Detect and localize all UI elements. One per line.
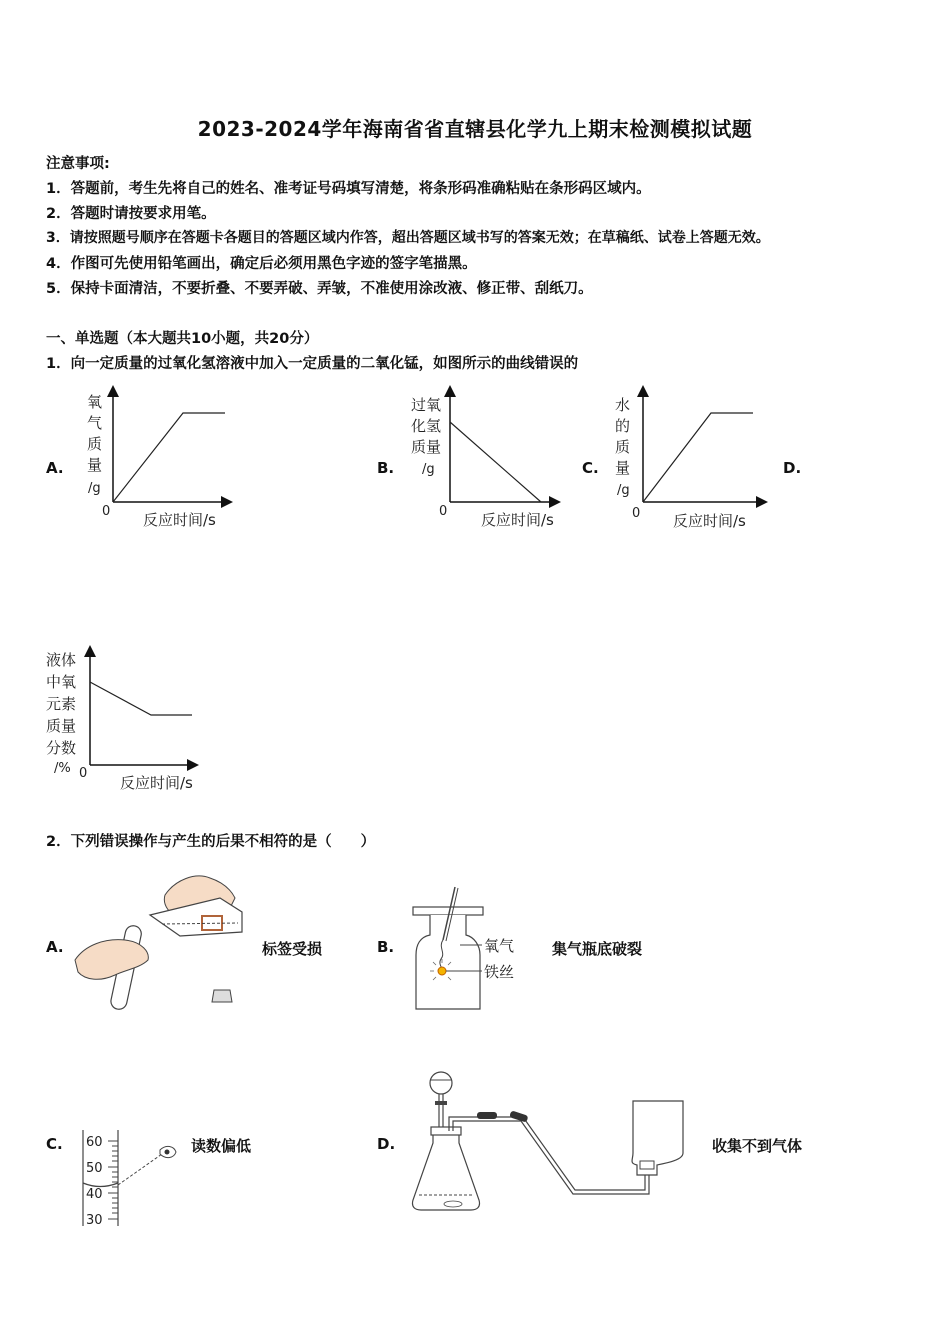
q2-option-c-result: 读数偏低 [191, 1137, 252, 1155]
graph-b-ylabel-1: 过氧 [411, 396, 442, 414]
notice-item-3: 3．请按照题号顺序在答题卡各题目的答题区域内作答，超出答题区域书写的答案无效；在草稿纸、试卷上答题无效。 [46, 230, 770, 246]
notice-heading: 注意事项: [46, 156, 110, 172]
notice-item-1: 1．答题前，考生先将自己的姓名、准考证号码填写清楚，将条形码准确粘贴在条形码区域内。 [46, 181, 651, 197]
graph-a [80, 380, 250, 535]
q2-stem: 2．下列错误操作与产生的后果不相符的是（ ） [46, 834, 376, 850]
graph-c-origin: 0 [632, 506, 641, 521]
graph-a-ylabel-5: /g [88, 481, 101, 496]
cylinder-mark-40: 40 [86, 1187, 103, 1202]
graduated-cylinder-illustration [78, 1128, 188, 1230]
graph-d-origin: 0 [79, 766, 88, 781]
graph-d-ylabel-3: 元素 [46, 695, 77, 713]
graph-b-ylabel-4: /g [422, 462, 435, 477]
graph-b-origin: 0 [439, 504, 448, 519]
graph-b-ylabel-3: 质量 [411, 438, 442, 456]
q2-option-a-result: 标签受损 [262, 940, 323, 958]
notice-item-4: 4．作图可先使用铅笔画出，确定后必须用黑色字迹的签字笔描黑。 [46, 256, 477, 272]
graph-c-ylabel-5: /g [617, 483, 630, 498]
cylinder-mark-60: 60 [86, 1135, 103, 1150]
q1-stem: 1．向一定质量的过氧化氢溶液中加入一定质量的二氧化锰，如图所示的曲线错误的 [46, 356, 579, 372]
notice-item-5: 5．保持卡面清洁，不要折叠、不要弄破、弄皱，不准使用涂改液、修正带、刮纸刀。 [46, 281, 593, 297]
page-title: 2023-2024学年海南省省直辖县化学九上期末检测模拟试题 [197, 117, 753, 141]
graph-b [408, 380, 578, 535]
q2-option-d-letter: D. [377, 1135, 396, 1153]
graph-d-xlabel: 反应时间/s [120, 774, 193, 792]
q2-option-b-result: 集气瓶底破裂 [552, 940, 643, 958]
graph-a-ylabel-2: 气 [87, 414, 103, 432]
graph-a-ylabel-4: 量 [87, 456, 103, 474]
q1-option-b-letter: B. [377, 459, 395, 477]
graph-c-ylabel-1: 水 [615, 396, 631, 414]
cylinder-mark-30: 30 [86, 1213, 103, 1228]
graph-d-ylabel-6: /% [54, 761, 71, 776]
graph-a-origin: 0 [102, 504, 111, 519]
q1-option-a-letter: A. [46, 459, 64, 477]
gas-bottle-label-wire: 铁丝 [484, 963, 515, 981]
q2-option-a-letter: A. [46, 938, 64, 956]
graph-d-ylabel-4: 质量 [46, 717, 77, 735]
graph-d-ylabel-2: 中氧 [46, 673, 77, 691]
q1-option-d-letter: D. [783, 459, 802, 477]
graph-a-xlabel: 反应时间/s [143, 511, 216, 529]
q2-option-d-result: 收集不到气体 [712, 1137, 803, 1155]
graph-b-xlabel: 反应时间/s [481, 511, 554, 529]
graph-c-ylabel-2: 的 [615, 417, 631, 435]
cylinder-mark-50: 50 [86, 1161, 103, 1176]
q1-option-c-letter: C. [582, 459, 599, 477]
gas-bottle-label-oxygen: 氧气 [484, 937, 515, 955]
q2-option-c-letter: C. [46, 1135, 63, 1153]
graph-d-ylabel-1: 液体 [46, 651, 77, 669]
graph-a-ylabel-3: 质 [87, 435, 103, 453]
graph-d-ylabel-5: 分数 [46, 739, 77, 757]
gas-bottle-illustration [408, 885, 548, 1015]
pouring-liquid-illustration [70, 860, 250, 1020]
graph-c [610, 380, 780, 535]
graph-d [46, 640, 226, 800]
graph-c-xlabel: 反应时间/s [673, 512, 746, 530]
q2-option-b-letter: B. [377, 938, 395, 956]
section-heading: 一、单选题（本大题共10小题，共20分） [46, 331, 319, 347]
graph-c-ylabel-3: 质 [615, 438, 631, 456]
graph-b-ylabel-2: 化氢 [411, 417, 442, 435]
graph-a-ylabel-1: 氧 [87, 393, 103, 411]
graph-c-ylabel-4: 量 [615, 459, 631, 477]
gas-collection-apparatus-illustration [405, 1065, 695, 1215]
notice-item-2: 2．答题时请按要求用笔。 [46, 206, 216, 222]
